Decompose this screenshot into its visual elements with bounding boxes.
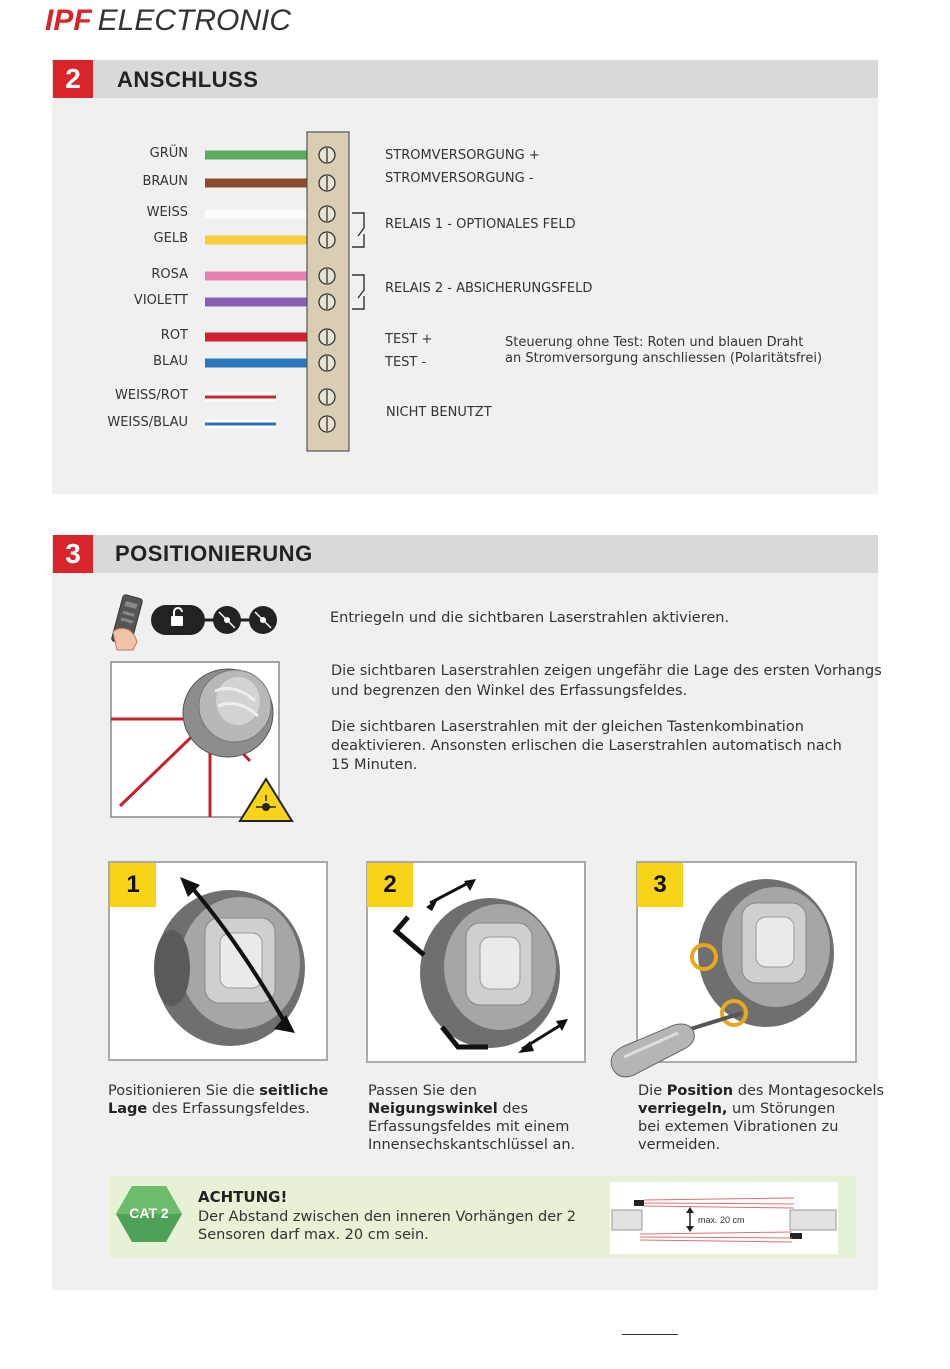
instruction-deactivate-line2: deaktivieren. Ansonsten erlischen die Laserstrahlen automatisch nach bbox=[331, 738, 842, 754]
label-power-minus: STROMVERSORGUNG - bbox=[385, 171, 534, 186]
section-number: 2 bbox=[53, 60, 93, 98]
relay2-bracket bbox=[352, 275, 364, 309]
wire-label: WEISS/ROT bbox=[115, 388, 188, 403]
caption-text: Erfassungsfeldes mit einem bbox=[368, 1119, 570, 1135]
label-test-minus: TEST - bbox=[385, 355, 427, 370]
label-power-plus: STROMVERSORGUNG + bbox=[385, 148, 540, 163]
footer-rule bbox=[622, 1334, 678, 1335]
hex-key-icon bbox=[396, 917, 424, 955]
step-1-caption bbox=[108, 1082, 348, 1118]
notice-line1: Der Abstand zwischen den inneren Vorhängen der 2 bbox=[198, 1209, 576, 1225]
badge-text: CAT 2 bbox=[129, 1205, 169, 1221]
wire-label: BRAUN bbox=[142, 174, 188, 189]
label-relay2: RELAIS 2 - ABSICHERUNGSFELD bbox=[385, 281, 593, 296]
test-note-line1: Steuerung ohne Test: Roten und blauen Draht bbox=[505, 335, 804, 350]
screwdriver-icon bbox=[604, 995, 754, 1085]
instruction-laser-line2: und begrenzen den Winkel des Erfassungsfeldes. bbox=[331, 683, 688, 699]
wire-label: WEISS bbox=[146, 205, 188, 220]
caption-emphasis: Neigungswinkel bbox=[368, 1101, 498, 1117]
distance-diagram bbox=[610, 1182, 838, 1254]
step-2-caption bbox=[368, 1082, 608, 1154]
wire-label: ROSA bbox=[151, 267, 188, 282]
notice-line2: Sensoren darf max. 20 cm sein. bbox=[198, 1227, 429, 1243]
label-unused: NICHT BENUTZT bbox=[386, 405, 492, 420]
instruction-deactivate-line1: Die sichtbaren Laserstrahlen mit der gleichen Tastenkombination bbox=[331, 719, 804, 735]
relay1-bracket bbox=[352, 213, 364, 247]
section-title: POSITIONIERUNG bbox=[115, 541, 313, 566]
logo-text: ELECTRONIC bbox=[97, 4, 292, 37]
section-title: ANSCHLUSS bbox=[117, 67, 259, 92]
section-number: 3 bbox=[53, 535, 93, 573]
caption-text: Innensechskantschlüssel an. bbox=[368, 1137, 576, 1153]
instruction-laser-line1: Die sichtbaren Laserstrahlen zeigen ungefähr die Lage des ersten Vorhangs bbox=[331, 663, 882, 679]
logo-mark: IPF bbox=[45, 4, 92, 37]
caption-emphasis: verriegeln, bbox=[638, 1101, 728, 1117]
instruction-activate: Entriegeln und die sichtbaren Laserstrahlen aktivieren. bbox=[330, 610, 730, 626]
remote-control-icon bbox=[105, 592, 285, 654]
step-number: 1 bbox=[110, 863, 156, 907]
wire-label: BLAU bbox=[153, 354, 188, 369]
cat2-badge bbox=[114, 1184, 184, 1246]
step-number: 2 bbox=[367, 863, 413, 907]
caption-text: um Störungen bbox=[727, 1101, 836, 1117]
wire-label: ROT bbox=[160, 328, 188, 343]
wire-label: VIOLETT bbox=[133, 293, 188, 308]
caption-text: Passen Sie den bbox=[368, 1083, 477, 1099]
wire-label: GRÜN bbox=[149, 146, 188, 161]
caption-text: bei extemen Vibrationen zu bbox=[638, 1119, 839, 1135]
step-number: 3 bbox=[637, 863, 683, 907]
caption-text: des Erfassungsfeldes. bbox=[147, 1101, 310, 1117]
caption-text: des bbox=[497, 1101, 529, 1117]
wire-label: WEISS/BLAU bbox=[107, 415, 188, 430]
caption-text: vermeiden. bbox=[638, 1137, 721, 1153]
notice-title: ACHTUNG! bbox=[198, 1188, 288, 1206]
step-3-caption bbox=[638, 1082, 938, 1154]
caption-emphasis: Position bbox=[666, 1083, 734, 1099]
caption-emphasis: seitliche bbox=[259, 1083, 329, 1099]
caption-text: des Montagesockels bbox=[733, 1083, 885, 1099]
wire-label: GELB bbox=[153, 231, 188, 246]
laser-sensor-image bbox=[110, 661, 300, 831]
caption-emphasis: Lage bbox=[108, 1101, 148, 1117]
test-note-line2: an Stromversorgung anschliessen (Polaritätsfrei) bbox=[505, 351, 823, 366]
caption-text: Die bbox=[638, 1083, 667, 1099]
label-test-plus: TEST + bbox=[385, 332, 433, 347]
label-relay1: RELAIS 1 - OPTIONALES FELD bbox=[385, 217, 576, 232]
caption-text: Positionieren Sie die bbox=[108, 1083, 260, 1099]
distance-label: max. 20 cm bbox=[698, 1215, 745, 1225]
instruction-deactivate-line3: 15 Minuten. bbox=[331, 757, 418, 773]
